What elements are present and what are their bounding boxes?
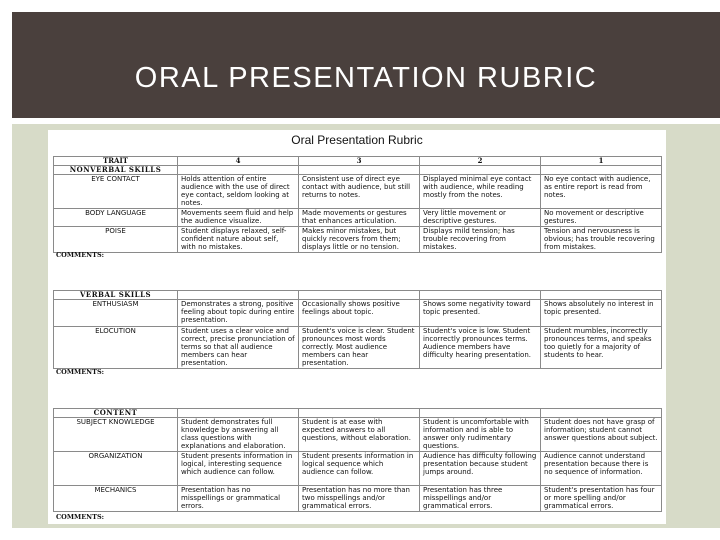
document-title: Oral Presentation Rubric — [291, 133, 423, 147]
criteria-cell: Student demonstrates full knowledge by answering all class questions with explanations and elaboration. — [178, 418, 299, 452]
criteria-cell: Student's voice is clear. Student pronounces most words correctly. Most audience members can hear presentation. — [299, 327, 420, 369]
header-trait: TRAIT — [54, 157, 178, 166]
criteria-cell: Displays mild tension; has trouble recovering from mistakes. — [420, 227, 541, 253]
comments-label: COMMENTS: — [56, 513, 105, 521]
section-title: NONVERBAL SKILLS — [54, 166, 178, 175]
criteria-cell: Presentation has no misspellings or grammatical errors. — [178, 486, 299, 512]
trait-name: POISE — [54, 227, 178, 253]
trait-name: SUBJECT KNOWLEDGE — [54, 418, 178, 452]
section-header-row — [54, 409, 662, 418]
comments-label: COMMENTS: — [56, 251, 105, 259]
criteria-cell: Makes minor mistakes, but quickly recovers from them; displays little or no tension. — [299, 227, 420, 253]
criteria-cell: Student uses a clear voice and correct, precise pronunciation of terms so that all audience members can hear presentation. — [178, 327, 299, 369]
table-row — [54, 175, 662, 209]
criteria-cell: Student is at ease with expected answers to all questions, without elaboration. — [299, 418, 420, 452]
table-row — [54, 452, 662, 486]
table-row — [54, 327, 662, 369]
criteria-cell: Student's voice is low. Student incorrectly pronounces terms. Audience members have difficulty hearing presentation. — [420, 327, 541, 369]
table-row — [54, 227, 662, 253]
section-title: VERBAL SKILLS — [54, 291, 178, 300]
comments-label: COMMENTS: — [56, 368, 105, 376]
criteria-cell: Holds attention of entire audience with the use of direct eye contact, seldom looking at notes. — [178, 175, 299, 209]
criteria-cell: Consistent use of direct eye contact with audience, but still returns to notes. — [299, 175, 420, 209]
section-title: CONTENT — [54, 409, 178, 418]
trait-name: EYE CONTACT — [54, 175, 178, 209]
table-row — [54, 209, 662, 227]
criteria-cell: Demonstrates a strong, positive feeling about topic during entire presentation. — [178, 300, 299, 327]
table-row — [54, 418, 662, 452]
criteria-cell: Displayed minimal eye contact with audience, while reading mostly from the notes. — [420, 175, 541, 209]
criteria-cell: Student does not have grasp of information; student cannot answer questions about subject. — [541, 418, 662, 452]
criteria-cell: Student displays relaxed, self-confident nature about self, with no mistakes. — [178, 227, 299, 253]
criteria-cell: Student mumbles, incorrectly pronounces terms, and speaks too quietly for a majority of students to hear. — [541, 327, 662, 369]
trait-name: BODY LANGUAGE — [54, 209, 178, 227]
slide-title-bar — [12, 12, 720, 118]
header-score-3: 3 — [299, 157, 420, 166]
criteria-cell: Audience cannot understand presentation because there is no sequence of information. — [541, 452, 662, 486]
rubric-table-content — [53, 408, 662, 512]
trait-name: MECHANICS — [54, 486, 178, 512]
criteria-cell: Presentation has three misspellings and/or grammatical errors. — [420, 486, 541, 512]
table-row — [54, 300, 662, 327]
criteria-cell: No movement or descriptive gestures. — [541, 209, 662, 227]
trait-name: ELOCUTION — [54, 327, 178, 369]
criteria-cell: Very little movement or descriptive gestures. — [420, 209, 541, 227]
section-header-row — [54, 291, 662, 300]
criteria-cell: Audience has difficulty following presentation because student jumps around. — [420, 452, 541, 486]
rubric-table-nonverbal — [53, 156, 662, 253]
slide-title: ORAL PRESENTATION RUBRIC — [134, 62, 598, 94]
header-score-1: 1 — [541, 157, 662, 166]
criteria-cell: Made movements or gestures that enhances articulation. — [299, 209, 420, 227]
criteria-cell: No eye contact with audience, as entire report is read from notes. — [541, 175, 662, 209]
rubric-table-verbal — [53, 290, 662, 369]
header-score-2: 2 — [420, 157, 541, 166]
section-header-row — [54, 166, 662, 175]
table-header-row — [54, 157, 662, 166]
criteria-cell: Tension and nervousness is obvious; has trouble recovering from mistakes. — [541, 227, 662, 253]
header-score-4: 4 — [178, 157, 299, 166]
criteria-cell: Shows absolutely no interest in topic presented. — [541, 300, 662, 327]
table-row — [54, 486, 662, 512]
criteria-cell: Shows some negativity toward topic presented. — [420, 300, 541, 327]
criteria-cell: Presentation has no more than two misspellings and/or grammatical errors. — [299, 486, 420, 512]
criteria-cell: Movements seem fluid and help the audience visualize. — [178, 209, 299, 227]
criteria-cell: Student presents information in logical sequence which audience can follow. — [299, 452, 420, 486]
trait-name: ENTHUSIASM — [54, 300, 178, 327]
criteria-cell: Student presents information in logical, interesting sequence which audience can follow. — [178, 452, 299, 486]
criteria-cell: Student is uncomfortable with information and is able to answer only rudimentary questions. — [420, 418, 541, 452]
criteria-cell: Student's presentation has four or more spelling and/or grammatical errors. — [541, 486, 662, 512]
trait-name: ORGANIZATION — [54, 452, 178, 486]
criteria-cell: Occasionally shows positive feelings about topic. — [299, 300, 420, 327]
rubric-document — [48, 130, 666, 524]
